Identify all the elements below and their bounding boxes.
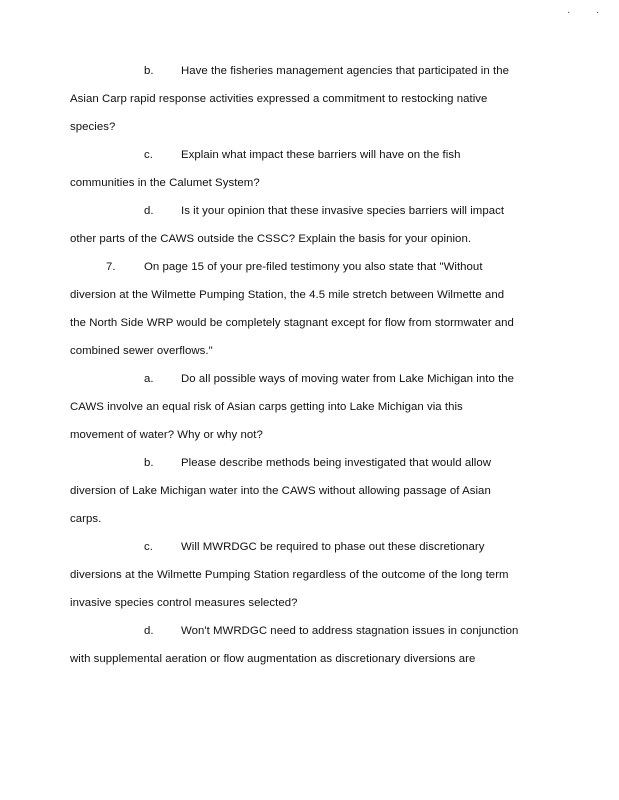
scan-speck: · — [567, 7, 571, 18]
text-line: Is it your opinion that these invasive species barriers will impact — [181, 205, 505, 217]
item-label: b. — [144, 457, 154, 469]
item-label: c. — [144, 541, 153, 553]
item-label: d. — [144, 205, 154, 217]
text-line: Please describe methods being investigated that would allow — [181, 457, 492, 469]
text-line: Have the fisheries management agencies that participated in the — [181, 65, 509, 77]
text-line: other parts of the CAWS outside the CSSC? Explain the basis for your opinion. — [70, 233, 472, 245]
item-label: a. — [144, 373, 154, 385]
text-line: Will MWRDGC be required to phase out these discretionary — [181, 541, 485, 553]
scan-speck: · — [596, 7, 600, 18]
text-line: diversion of Lake Michigan water into the CAWS without allowing passage of Asian — [70, 485, 491, 497]
text-line: movement of water? Why or why not? — [70, 429, 263, 441]
text-line: Explain what impact these barriers will have on the fish — [181, 149, 461, 161]
item-label: b. — [144, 65, 154, 77]
text-line: communities in the Calumet System? — [70, 177, 260, 189]
text-line: combined sewer overflows." — [70, 345, 213, 357]
text-line: diversions at the Wilmette Pumping Station regardless of the outcome of the long term — [70, 569, 509, 581]
text-line: with supplemental aeration or flow augmentation as discretionary diversions are — [70, 653, 476, 665]
text-line: diversion at the Wilmette Pumping Station, the 4.5 mile stretch between Wilmette and — [70, 289, 505, 301]
text-line: species? — [70, 121, 116, 133]
text-line: Do all possible ways of moving water from Lake Michigan into the — [181, 373, 515, 385]
text-line: the North Side WRP would be completely stagnant except for flow from stormwater and — [70, 317, 514, 329]
text-line: Asian Carp rapid response activities expressed a commitment to restocking native — [70, 93, 488, 105]
item-label: d. — [144, 625, 154, 637]
text-line: carps. — [70, 513, 102, 525]
text-line: invasive species control measures selected? — [70, 597, 298, 609]
item-label: c. — [144, 149, 153, 161]
text-line: On page 15 of your pre-filed testimony you also state that "Without — [144, 261, 483, 273]
item-label: 7. — [106, 261, 116, 273]
text-line: Won't MWRDGC need to address stagnation issues in conjunction — [181, 625, 519, 637]
text-line: CAWS involve an equal risk of Asian carps getting into Lake Michigan via this — [70, 401, 463, 413]
